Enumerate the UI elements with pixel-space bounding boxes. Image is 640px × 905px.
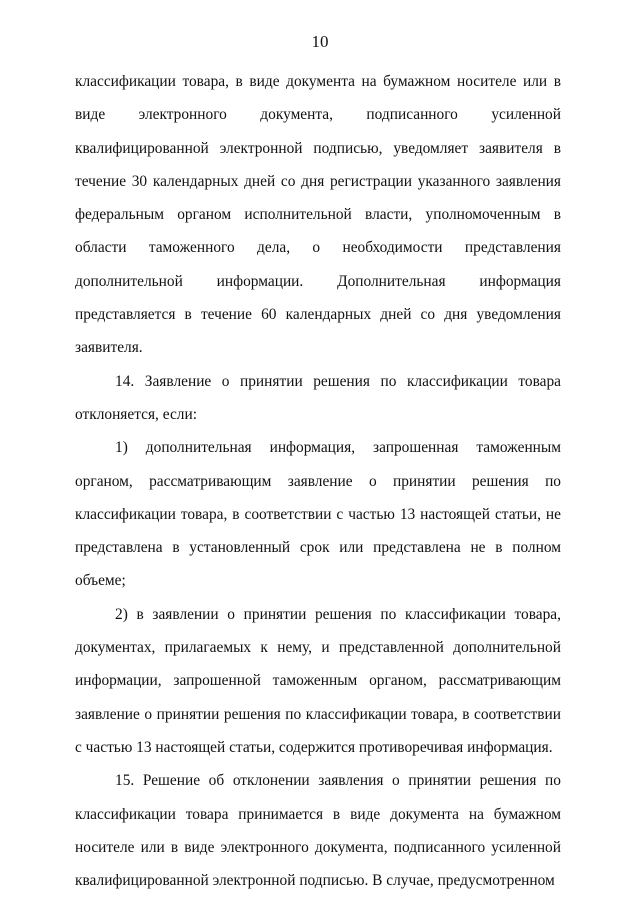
page-number: 10: [311, 32, 329, 51]
paragraph-item-14: 14. Заявление о принятии решения по классификации товара отклоняется, если:: [75, 372, 561, 423]
paragraph-continuation: классификации товара, в виде документа на бумажном носителе или в виде электронного документа, подписанного усиленной квалифицированной электронной подписью, уведомляет заявителя в течение 30 календарных дней со дня регистрации указанного заявления федеральным органом исполнительной власти, уполномоченным в области таможенного дела, о необходимости представления дополнительной информации. Дополнительная информация представляется в течение 60 календарных дней со дня уведомления заявителя.: [75, 73, 561, 357]
paragraph-subitem-1: 1) дополнительная информация, запрошенная таможенным органом, рассматривающим заявление о принятии решения по классификации товара, в соответствии с частью 13 настоящей статьи, не представлена в установленный срок или представлена не в полном объеме;: [75, 439, 561, 590]
paragraph-subitem-2: 2) в заявлении о принятии решения по классификации товара, документах, прилагаемых к нему, и представленной дополнительной информации, запрошенной таможенным органом, рассматривающим заявление о принятии решения по классификации товара, в соответствии с частью 13 настоящей статьи, содержится противоречивая информация.: [75, 605, 561, 756]
paragraph-item-15: 15. Решение об отклонении заявления о принятии решения по классификации товара принимается в виде документа на бумажном носителе или в виде электронного документа, подписанного усиленной квалифицированной электронной подписью. В случае, предусмотренном: [75, 772, 561, 890]
document-body: [75, 65, 561, 897]
